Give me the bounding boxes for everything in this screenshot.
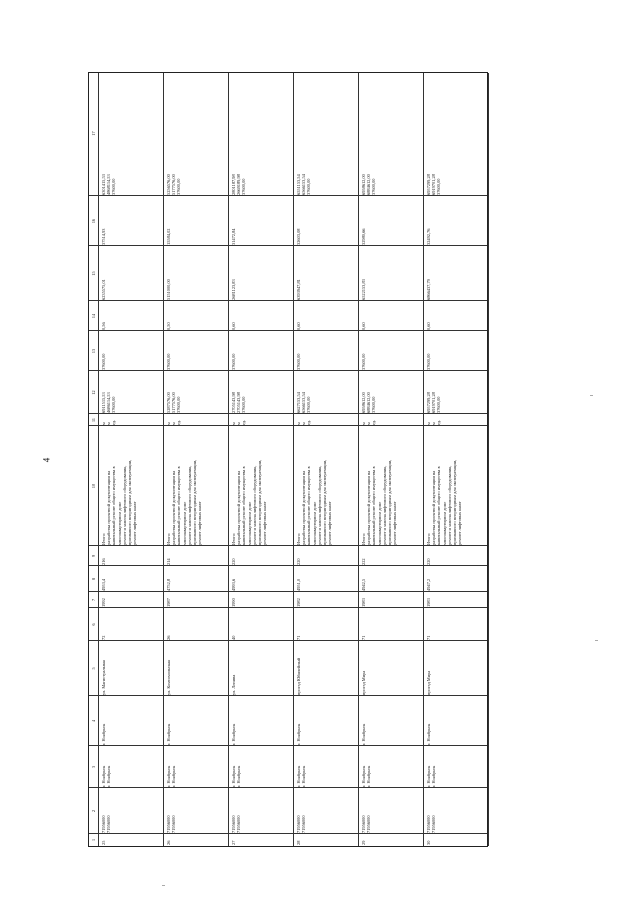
cell-municipality: г. Ноябрьск г. Ноябрьск bbox=[101, 765, 112, 787]
table-row bbox=[294, 73, 359, 846]
cell-house: 71 bbox=[361, 635, 366, 640]
cell-street: проезд Мира bbox=[426, 670, 431, 695]
cell-okato: 71956000 71956000 bbox=[426, 815, 437, 833]
cell-apartments: 222 bbox=[361, 558, 366, 565]
cell-unit: м м ед. bbox=[361, 419, 377, 425]
cell-street: ул. Ленина bbox=[231, 674, 236, 695]
cell-unit: м м ед. bbox=[101, 419, 117, 425]
cell-owners: 37514,93 bbox=[101, 228, 106, 245]
cell-street: ул. Магистральная bbox=[101, 659, 106, 695]
column-number: 13 bbox=[91, 348, 96, 354]
scan-speck bbox=[162, 885, 165, 886]
cell-owners: 32603,08 bbox=[296, 228, 301, 245]
column-divider bbox=[89, 607, 487, 608]
cell-total_cost: 6627153,54 6566153,54 37600,00 bbox=[296, 392, 312, 413]
cell-fund_cost: 37600,00 bbox=[296, 353, 301, 370]
cell-locality: г. Ноябрьск bbox=[231, 723, 236, 745]
column-divider bbox=[89, 745, 487, 746]
column-divider bbox=[89, 591, 487, 592]
cell-okato: 71956000 71956000 bbox=[166, 815, 177, 833]
cell-total_cost: 5287576,00 5177576,00 37600,00 bbox=[166, 392, 182, 413]
column-number: 2 bbox=[91, 809, 96, 813]
cell-budget: 6235575,01 bbox=[101, 279, 106, 300]
cell-fund_cost: 37600,00 bbox=[166, 353, 171, 370]
cell-municipality: г. Ноябрьск г. Ноябрьск bbox=[231, 765, 242, 787]
cell-apartments: 216 bbox=[101, 558, 106, 565]
cell-okato: 71956000 71956000 bbox=[361, 815, 372, 833]
column-divider bbox=[89, 787, 487, 788]
cell-fund_cost: 37600,00 bbox=[361, 353, 366, 370]
cell-unit: м м ед. bbox=[166, 419, 182, 425]
cell-house: 40 bbox=[231, 635, 236, 640]
column-divider bbox=[89, 330, 487, 331]
table-row bbox=[424, 73, 489, 846]
cell-owners: 32980,66 bbox=[361, 228, 366, 245]
cell-no: 27 bbox=[231, 840, 236, 845]
column-number: 5 bbox=[91, 667, 96, 670]
column-number: 7 bbox=[91, 598, 96, 602]
cell-municipality: г. Ноябрьск г. Ноябрьск bbox=[296, 765, 307, 787]
cell-house: 72 bbox=[101, 635, 106, 640]
cell-work_types: Итого: разработка проектной документации на капитальный ремонт общего имущества в многоквартирном доме ремонт и замена лифтового оборудования, признанного непригодным для эксплуатации, ремонт лифтовых шахт bbox=[231, 459, 268, 545]
cell-locality: г. Ноябрьск bbox=[166, 723, 171, 745]
column-number: 4 bbox=[91, 719, 96, 723]
column-divider bbox=[89, 425, 487, 426]
cell-other: 5256576,00 5177576,00 37600,00 bbox=[166, 174, 182, 195]
cell-apartments: 214 bbox=[166, 558, 171, 565]
cell-year: 1987 bbox=[166, 598, 171, 607]
cell-other: 6301415,53 4868114,53 37600,00 bbox=[101, 174, 117, 195]
cell-fund_cost: 37600,00 bbox=[101, 353, 106, 370]
cell-okato: 71956000 71956000 bbox=[101, 815, 112, 833]
cell-no: 30 bbox=[426, 840, 431, 845]
cell-okato: 71956000 71956000 bbox=[231, 815, 242, 833]
column-number: 3 bbox=[91, 765, 96, 769]
table-row bbox=[229, 73, 294, 846]
cell-house: 26 bbox=[166, 635, 171, 640]
cell-share: 0,60 bbox=[231, 322, 236, 330]
cell-other: 6957299,28 6919701,28 37600,00 bbox=[426, 174, 442, 195]
cell-owners: 15584,02 bbox=[166, 228, 171, 245]
column-divider bbox=[89, 370, 487, 371]
column-divider bbox=[89, 245, 487, 246]
cell-budget: 6393947,81 bbox=[296, 279, 301, 300]
cell-work_types: Итого: разработка проектной документации на капитальный ремонт общего имущества в многоквартирном доме ремонт и замена лифтового оборудования, признанного непригодным для эксплуатации, ремонт лифтовых шахт bbox=[296, 459, 333, 545]
cell-budget: 6866437,79 bbox=[426, 279, 431, 300]
column-number-header bbox=[89, 73, 99, 846]
cell-apartments: 220 bbox=[231, 558, 236, 565]
cell-share: 0,56 bbox=[101, 322, 106, 330]
cell-unit: м м ед. bbox=[296, 419, 312, 425]
table-row bbox=[164, 73, 229, 846]
cell-year: 1983 bbox=[361, 598, 366, 607]
cell-work_types: Итого: разработка проектной документации на капитальный ремонт общего имущества в многоквартирном доме ремонт и замена лифтового оборудования, признанного непригодным для эксплуатации, ремонт лифтовых шахт bbox=[426, 459, 463, 545]
cell-street: ул. Комсомольская bbox=[166, 659, 171, 695]
cell-total_cost: 6958612,00 6884612,00 37600,00 bbox=[361, 392, 377, 413]
cell-apartments: 220 bbox=[296, 558, 301, 565]
column-divider bbox=[89, 413, 487, 414]
cell-house: 71 bbox=[296, 635, 301, 640]
cell-area: 4752,8 bbox=[166, 578, 171, 591]
cell-owners: 31472,84 bbox=[231, 228, 236, 245]
cell-owners: 32492,76 bbox=[426, 228, 431, 245]
column-number: 8 bbox=[91, 577, 96, 581]
column-divider bbox=[89, 640, 487, 641]
cell-unit: м м ед. bbox=[231, 419, 247, 425]
cell-other: 6958612,00 6884612,00 37600,00 bbox=[361, 174, 377, 195]
rotated-table-wrapper bbox=[88, 72, 488, 847]
cell-street: проезд Юбилейный bbox=[296, 657, 301, 695]
cell-share: 0,50 bbox=[166, 322, 171, 330]
cell-share: 0,60 bbox=[426, 322, 431, 330]
cell-locality: г. Ноябрьск bbox=[426, 723, 431, 745]
column-divider bbox=[89, 695, 487, 696]
cell-house: 71 bbox=[426, 635, 431, 640]
column-number: 14 bbox=[91, 313, 96, 319]
cell-budget: 5151000,00 bbox=[166, 279, 171, 300]
column-number: 17 bbox=[91, 131, 96, 136]
cell-area: 4951,0 bbox=[296, 578, 301, 591]
cell-work_types: Итого: разработка проектной документации на капитальный ремонт общего имущества в многоквартирном доме ремонт и замена лифтового оборудования, признанного непригодным для эксплуатации, ремонт лифтовых шахт bbox=[101, 459, 138, 545]
cell-other: 6551153,54 6566153,54 37600,00 bbox=[296, 174, 312, 195]
cell-share: 0,60 bbox=[361, 322, 366, 330]
column-number: 9 bbox=[91, 554, 96, 558]
cell-total_cost: 2705143,98 2705143,98 37600,00 bbox=[231, 392, 247, 413]
column-number: 1 bbox=[91, 838, 96, 842]
cell-budget: 2681123,83 bbox=[231, 279, 236, 300]
cell-year: 1990 bbox=[231, 598, 236, 607]
scan-speck bbox=[595, 640, 598, 641]
column-divider bbox=[89, 300, 487, 301]
cell-year: 1983 bbox=[426, 598, 431, 607]
scan-speck bbox=[590, 395, 593, 396]
cell-street: проезд Мира bbox=[361, 670, 366, 695]
table-row bbox=[359, 73, 424, 846]
column-number: 11 bbox=[91, 417, 96, 423]
capital-repair-table bbox=[88, 72, 488, 847]
column-divider bbox=[89, 833, 487, 834]
column-number: 10 bbox=[91, 483, 96, 489]
cell-fund_cost: 37600,00 bbox=[231, 353, 236, 370]
cell-year: 1982 bbox=[296, 598, 301, 607]
cell-area: 4993,6 bbox=[231, 578, 236, 591]
cell-municipality: г. Ноябрьск г. Ноябрьск bbox=[426, 765, 437, 787]
cell-locality: г. Ноябрьск bbox=[361, 723, 366, 745]
cell-share: 0,60 bbox=[296, 322, 301, 330]
column-number: 16 bbox=[91, 218, 96, 224]
column-number: 15 bbox=[91, 271, 96, 276]
cell-budget: 6522153,83 bbox=[361, 279, 366, 300]
cell-locality: г. Ноябрьск bbox=[296, 723, 301, 745]
column-divider bbox=[89, 195, 487, 196]
cell-year: 1992 bbox=[101, 598, 106, 607]
column-divider bbox=[89, 545, 487, 546]
cell-total_cost: 6911515,53 4686114,53 37600,00 bbox=[101, 392, 117, 413]
cell-no: 29 bbox=[361, 840, 366, 845]
page-number: 4 bbox=[41, 457, 52, 463]
cell-work_types: Итого: разработка проектной документации на капитальный ремонт общего имущества в многоквартирном доме ремонт и замена лифтового оборудования, признанного непригодным для эксплуатации, ремонт лифтовых шахт bbox=[166, 459, 203, 545]
cell-unit: м м ед. bbox=[426, 419, 442, 425]
cell-area: 4942,5 bbox=[361, 578, 366, 591]
cell-municipality: г. Ноябрьск г. Ноябрьск bbox=[361, 765, 372, 787]
column-divider bbox=[89, 565, 487, 566]
column-number: 6 bbox=[91, 623, 96, 626]
cell-fund_cost: 37600,00 bbox=[426, 353, 431, 370]
cell-apartments: 220 bbox=[426, 558, 431, 565]
column-number: 12 bbox=[91, 390, 96, 395]
cell-okato: 71956000 71956000 bbox=[296, 815, 307, 833]
cell-no: 25 bbox=[101, 840, 106, 845]
cell-area: 4947,2 bbox=[426, 578, 431, 591]
cell-locality: г. Ноябрьск bbox=[101, 723, 106, 745]
table-row bbox=[99, 73, 164, 846]
cell-area: 4953,4 bbox=[101, 578, 106, 591]
cell-municipality: г. Ноябрьск г. Ноябрьск bbox=[166, 765, 177, 787]
cell-other: 2801187,98 2669189,98 37600,00 bbox=[231, 174, 247, 195]
cell-total_cost: 6957299,28 6919701,28 37600,00 bbox=[426, 392, 442, 413]
cell-work_types: Итого: разработка проектной документации на капитальный ремонт общего имущества в многоквартирном доме ремонт и замена лифтового оборудования, признанного непригодным для эксплуатации, ремонт лифтовых шахт bbox=[361, 459, 398, 545]
cell-no: 28 bbox=[296, 840, 301, 845]
cell-no: 26 bbox=[166, 840, 171, 845]
